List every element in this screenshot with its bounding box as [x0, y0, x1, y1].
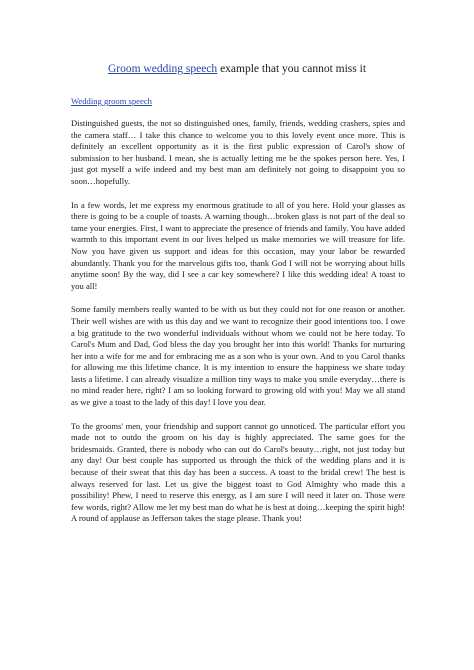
paragraph: Some family members really wanted to be with us but they could not for one reason or another. Their well wishes are with us this day and we want to recognize their good intentions too. I owe a big gratitude to the two wonderful individuals without whom we could not be here today. To Carol's Mum and Dad, God bless the day you brought her into this world! Thanks for nurturing her into a wife for me and for embracing me as a son who is your own. And to you Carol thanks for allowing me this lifetime chance. It is my intention to ensure the happiness we share today lasts a lifetime. I can already visualize a million tiny ways to make you smile everyday…there is no mind reader here, right? I am so looking forward to growing old with you! May we all stand as we give a toast to the lady of this day! I love you dear.: [71, 304, 405, 408]
title-text: example that you cannot miss it: [217, 63, 367, 75]
title-link[interactable]: Groom wedding speech: [107, 63, 218, 75]
page-title: [0, 62, 474, 76]
paragraph: In a few words, let me express my enormous gratitude to all of you here. Hold your glasses as there is going to be a couple of toasts. A warning though…broken glass is not part of the deal so tame your energies. First, I want to appreciate the presence of friends and family. You have added warmth to this important event in our lives helped us make memories we will treasure for life. Now you have given us support and ideas for this occasion, may your labor be rewarded abundantly. Thank you for the marvelous gifts too, thank God I will not be worrying about bills anytime soon! By the way, did I see a car key somewhere? I like this wedding idea! A toast to you all!: [71, 199, 405, 291]
paragraph: Distinguished guests, the not so distinguished ones, family, friends, wedding crashers, spies and the camera staff… I take this chance to welcome you to this lovely event once more. This is definitely an excellent opportunity as it is the first public expression of Carol's show of submission to her husband. I mean, she is actually letting me be the spokes person here. Yes, I just got myself a wife indeed and my best man am definitely not going to disappoint you so soon…hopefully.: [71, 118, 405, 186]
subtitle-link[interactable]: Wedding groom speech: [71, 96, 152, 106]
document-body: [71, 118, 405, 537]
paragraph: To the grooms' men, your friendship and support cannot go unnoticed. The particular effort you made not to outdo the groom on his day is highly appreciated. The same goes for the bridesmaids. Granted, there is nobody who can out do Carol's beauty…right, not just today but any day! Our best couple has supported us through the thick of the wedding plans and it is because of their sweat that this day has been a success. A toast to the bridal crew! The best is always reserved for last. Let us give the biggest toast to God Almighty who made this a possibility! Phew, I need to reserve this energy, as I am sure I will need it later on. Those were few words, right? Allow me let my best man do what he is best at doing…keeping the spirit high! A round of applause as Jefferson takes the stage please. Thank you!: [71, 420, 405, 524]
